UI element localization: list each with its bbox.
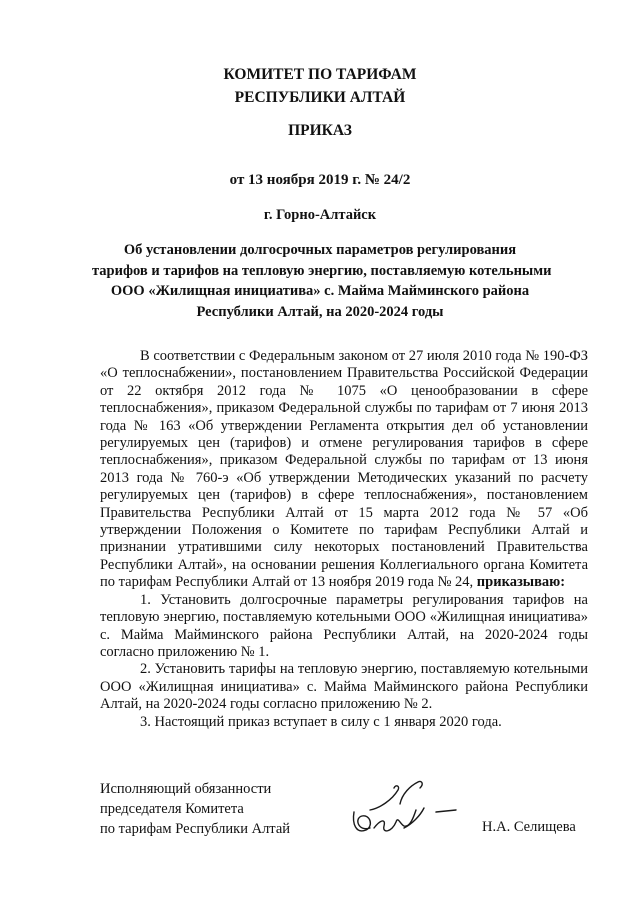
- document-type: ПРИКАЗ: [288, 122, 352, 139]
- order-word: приказываю:: [476, 574, 566, 591]
- title-line: тарифов и тарифов на тепловую энергию, поставляемую котельными: [92, 262, 552, 279]
- title-line: ООО «Жилищная инициатива» с. Майма Майминского района: [110, 283, 530, 299]
- document-body: [100, 348, 588, 731]
- document-title: [92, 240, 552, 322]
- order-item-1: 1. Установить долгосрочные параметры регулирования тарифов на тепловую энергию, поставляемую котельными ООО «Жилищная инициатива» с. Майма Майминского района Республики Алтай, на 2020-2024 годы согласно приложению № 1.: [100, 591, 588, 660]
- signer-name: Н.А. Селищева: [482, 819, 576, 835]
- position-line: председателя Комитета: [100, 801, 244, 817]
- preamble-paragraph: [100, 348, 588, 592]
- position-line: по тарифам Республики Алтай: [100, 821, 291, 837]
- order-item-2: 2. Установить тарифы на тепловую энергию, поставляемую котельными ООО «Жилищная инициатива» с. Майма Майминского района Республики Алтай, на 2020-2024 годы согласно приложению № 2.: [100, 661, 588, 713]
- signatory-position: [100, 779, 290, 839]
- city: г. Горно-Алтайск: [263, 207, 377, 223]
- handwritten-signature: [340, 764, 470, 844]
- org-name-line-2: РЕСПУБЛИКИ АЛТАЙ: [234, 89, 406, 106]
- position-line: Исполняющий обязанности: [100, 781, 272, 797]
- title-line: Об установлении долгосрочных параметров регулирования: [123, 242, 517, 258]
- date-number: от 13 ноября 2019 г. № 24/2: [229, 172, 411, 188]
- preamble-text: В соответствии с Федеральным законом от 27 июля 2010 года № 190-ФЗ «О теплоснабжении», постановлением Правительства Российской Федерации от 22 октября 2012 года № 1075 «О ценообразовании в сфере теплоснабжения», приказом Федеральной службы по тарифам от 7 июня 2013 года № 163 «Об утверждении Регламента открытия дел об установлении регулируемых цен (тарифов) и отмене регулирования тарифов в сфере теплоснабжения», приказом Федеральной службы по тарифам от 13 июня 2013 года № 760-э «Об утверждении Методических указаний по расчету регулируемых цен (тарифов) в сфере теплоснабжения», постановлением Правительства Республики Алтай от 15 марта 2012 года № 57 «Об утверждении Положения о Комитете по тарифам Республики Алтай и признании утратившими силу некоторых постановлений Правительства Республики Алтай», на основании решения Коллегиального органа Комитета по тарифам Республики Алтай от 13 ноября 2019 года № 24,: [100, 348, 588, 591]
- order-item-3: 3. Настоящий приказ вступает в силу с 1 января 2020 года.: [140, 713, 502, 730]
- title-line: Республики Алтай, на 2020-2024 годы: [196, 303, 444, 320]
- org-name-line-1: КОМИТЕТ ПО ТАРИФАМ: [223, 66, 417, 83]
